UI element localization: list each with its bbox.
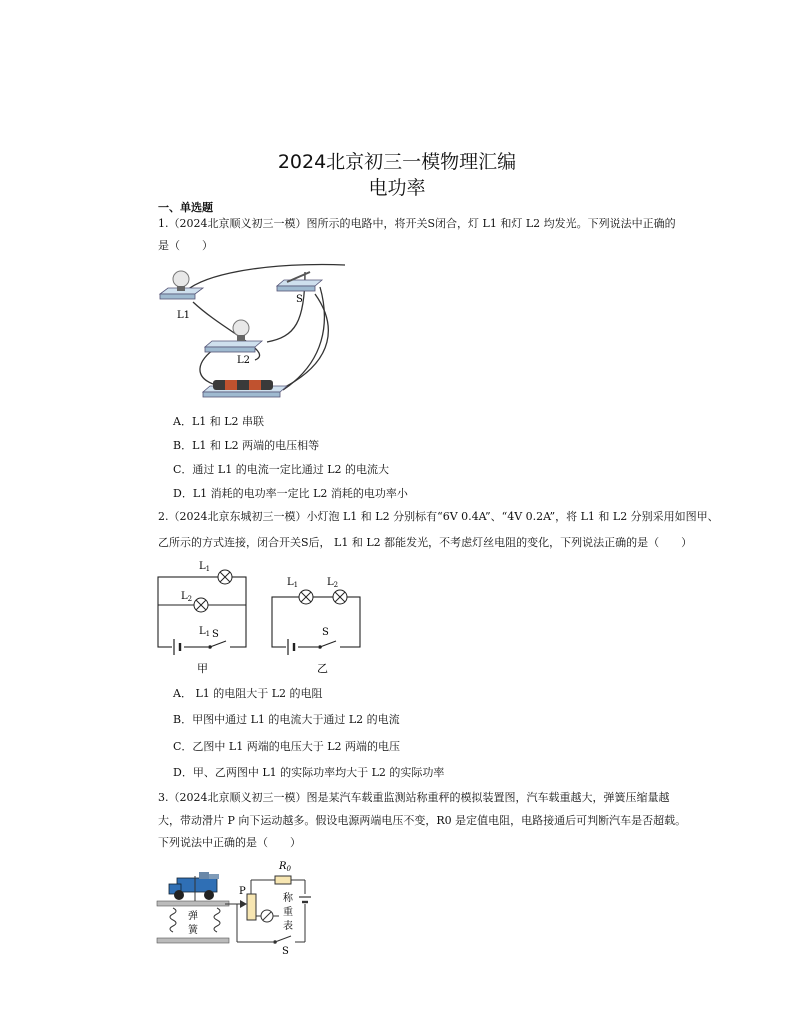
- q1-option-b[interactable]: B．L1 和 L2 两端的电压相等: [173, 439, 320, 452]
- q2-jia-l1-top: $L_1$: [199, 561, 211, 573]
- q3-stem-line2: 大，带动滑片 P 向下运动越多。假设电源两端电压不变，R0 是定值电阻，电路接通后可判断汽车是否超载。: [158, 814, 687, 827]
- q2-option-a[interactable]: A． L1 的电阻大于 L2 的电阻: [173, 687, 323, 700]
- q1-label-l1: L1: [177, 310, 191, 321]
- document-subtitle: 电功率: [368, 177, 426, 199]
- q2-stem-line2: 乙所示的方式连接，闭合开关S后， L1 和 L2 都能发光，不考虑灯丝电阻的变化，下列说法正确的是（ ）: [158, 536, 693, 549]
- q1-option-a[interactable]: A．L1 和 L2 串联: [173, 415, 265, 428]
- q2-option-d[interactable]: D．甲、乙两图中 L1 的实际功率均大于 L2 的实际功率: [173, 766, 445, 779]
- q3-meter-label-2: 重: [283, 907, 293, 918]
- q1-stem-line2: 是（ ）: [158, 239, 213, 252]
- q2-yi-label-s: S: [322, 627, 329, 638]
- q3-label-spring-2: 簧: [188, 925, 198, 936]
- q1-option-c[interactable]: C．通过 L1 的电流一定比通过 L2 的电流大: [173, 463, 390, 476]
- q2-yi-label-l1: $L_1$: [287, 577, 299, 589]
- q2-yi-label-l2: $L_2$: [327, 577, 339, 589]
- document-title: 2024北京初三一模物理汇编: [277, 151, 517, 173]
- q2-jia-label-l2: $L_2$: [181, 591, 193, 603]
- q3-stem-line1: 3.（2024北京顺义初三一模）图是某汽车载重监测站称重秤的模拟装置图，汽车载重越大，弹簧压缩量越: [158, 791, 670, 804]
- q2-figure-yi-caption: 乙: [317, 662, 328, 675]
- q2-circuit-figures: [150, 555, 370, 680]
- q2-jia-label-s: S: [212, 629, 219, 640]
- q3-meter-label-3: 表: [283, 921, 293, 932]
- q3-label-p: P: [239, 886, 246, 897]
- q1-label-s: S: [296, 294, 303, 305]
- q2-option-c[interactable]: C．乙图中 L1 两端的电压大于 L2 两端的电压: [173, 740, 401, 753]
- q1-label-l2: L2: [237, 355, 251, 366]
- section-heading: 一、单选题: [158, 201, 213, 214]
- q1-circuit-figure: [155, 262, 345, 412]
- q3-label-r0: $R_0$: [279, 861, 291, 873]
- q1-option-d[interactable]: D．L1 消耗的电功率一定比 L2 消耗的电功率小: [173, 487, 408, 500]
- q2-jia-label-l1: $L_1$: [199, 626, 211, 638]
- q3-scale-figure: [155, 856, 320, 956]
- q2-stem-line1: 2.（2024北京东城初三一模）小灯泡 L1 和 L2 分别标有“6V 0.4A”、“4V 0.2A”，将 L1 和 L2 分别采用如图甲、: [158, 510, 719, 523]
- q2-figure-jia-caption: 甲: [197, 662, 208, 675]
- q3-label-s: S: [282, 946, 289, 956]
- q1-stem-line1: 1.（2024北京顺义初三一模）图所示的电路中，将开关S闭合，灯 L1 和灯 L2 均发光。下列说法中正确的: [158, 217, 676, 230]
- q3-stem-line3: 下列说法中正确的是（ ）: [158, 836, 301, 849]
- q3-meter-label-1: 称: [283, 893, 293, 904]
- q3-label-spring-1: 弹: [188, 911, 198, 922]
- q2-option-b[interactable]: B．甲图中通过 L1 的电流大于通过 L2 的电流: [173, 713, 400, 726]
